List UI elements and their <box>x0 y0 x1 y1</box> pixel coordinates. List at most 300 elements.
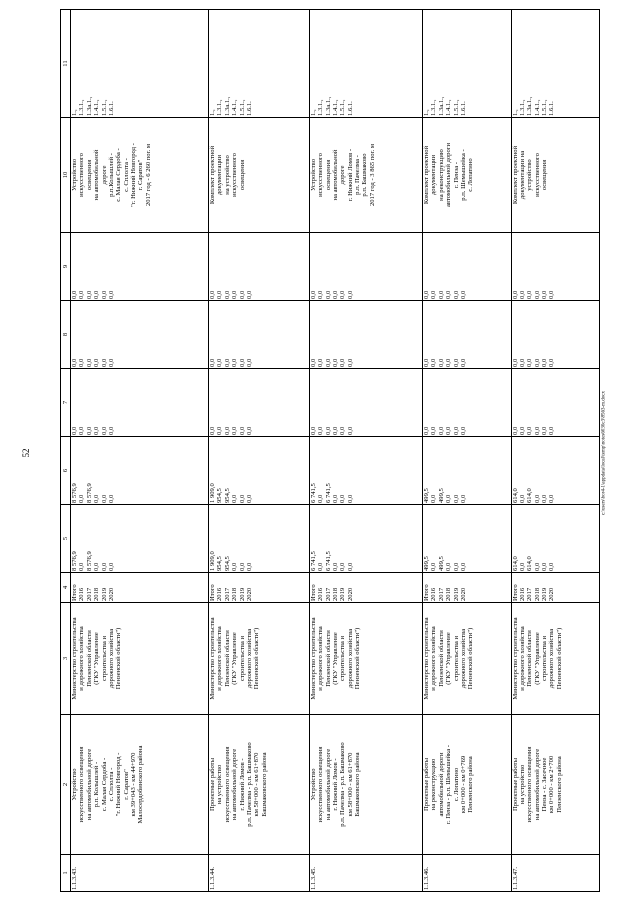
indicator-refs-line: 1.3а.1., <box>324 96 332 116</box>
value-col6-line: 8 576,9 <box>85 483 93 503</box>
value-total-line: 0,0 <box>445 562 453 571</box>
row-number-cell: 1.1.3.46. <box>423 855 511 892</box>
measure-name-line: искусственного освещения <box>526 746 534 823</box>
year-list-line: 2018 <box>445 587 453 601</box>
value-total-line: 0,0 <box>346 562 354 571</box>
value-col7-cell <box>423 369 511 437</box>
value-col8-line: 0,0 <box>324 358 332 367</box>
table-rotator <box>60 10 600 892</box>
expected-result-line: документации на <box>518 150 526 200</box>
measure-name-cell <box>209 715 310 855</box>
value-col7-line: 0,0 <box>317 426 325 435</box>
value-col7-line: 0,0 <box>518 426 526 435</box>
year-list-cell <box>511 573 599 603</box>
value-col7-cell <box>309 369 422 437</box>
executor-line: (ГКУ "Управление <box>533 632 541 685</box>
value-total-line: 0,0 <box>331 562 339 571</box>
expected-result-line: 2017 год - 3 865 пог. м <box>368 143 376 207</box>
value-col7-line: 0,0 <box>100 426 108 435</box>
value-col7-line: 0,0 <box>107 426 115 435</box>
expected-result-line: дороге <box>339 165 347 185</box>
executor-line: Министерство строительства <box>309 617 317 700</box>
year-list-line: 2018 <box>331 587 339 601</box>
executor-line: Пензенской области <box>526 630 534 687</box>
value-col6-line: 6 741,5 <box>324 483 332 503</box>
value-col8-line: 0,0 <box>548 358 556 367</box>
expected-result-line: г. Нижний Ломов - <box>346 148 354 202</box>
value-col8-line: 0,0 <box>518 358 526 367</box>
expected-result-line: искусственного <box>317 153 325 197</box>
value-col7-line: 0,0 <box>238 426 246 435</box>
executor-line: (ГКУ "Управление <box>93 632 101 685</box>
executor-line: строительства и <box>238 635 246 682</box>
measure-name-line: на реконструкцию <box>430 758 438 811</box>
indicator-refs-line: 1.6.1. <box>107 101 115 116</box>
value-total-line: 954,5 <box>223 556 231 571</box>
value-col9-line: 0,0 <box>223 290 231 299</box>
value-col8-cell <box>309 301 422 369</box>
value-col8-line: 0,0 <box>231 358 239 367</box>
year-list-cell <box>423 573 511 603</box>
value-col8-line: 0,0 <box>78 358 86 367</box>
expected-result-line: освещения <box>238 159 246 191</box>
value-col8-line: 0,0 <box>107 358 115 367</box>
value-total-line: 0,0 <box>231 562 239 571</box>
indicator-refs-line: 1., <box>71 109 78 116</box>
value-total-line: 499,5 <box>437 556 445 571</box>
year-list-line: Итого <box>71 584 78 601</box>
expected-result-line: документации <box>216 154 224 196</box>
value-col9-line: 0,0 <box>324 290 332 299</box>
value-col7-line: 0,0 <box>511 426 519 435</box>
executor-line: Пензенской области <box>324 630 332 687</box>
expected-result-line: на устройство <box>223 155 231 195</box>
value-col8-cell <box>209 301 310 369</box>
header-cell: 9 <box>61 233 71 301</box>
value-total-line: 954,5 <box>216 556 224 571</box>
executor-line: дорожного хозяйства <box>107 628 115 689</box>
header-cell: 10 <box>61 118 71 233</box>
indicator-refs-line: 1.4.1., <box>533 99 541 116</box>
value-col8-line: 0,0 <box>317 358 325 367</box>
value-col9-line: 0,0 <box>339 290 347 299</box>
measure-name-line: Малосердобинского района <box>137 745 145 824</box>
header-cell: 7 <box>61 369 71 437</box>
value-col7-line: 0,0 <box>245 426 253 435</box>
executor-cell <box>423 603 511 715</box>
executor-line: Пензенской области") <box>467 627 475 690</box>
file-path-footer: c:\users\bor4-1\appdata\local\temp\notes6030c3\8563-m.docx <box>601 391 607 515</box>
value-col9-line: 0,0 <box>518 290 526 299</box>
expected-result-line: р.п. Башмаково <box>361 153 369 197</box>
value-col6-line: 0,0 <box>459 494 467 503</box>
measure-name-line: Пензенского района <box>555 756 563 813</box>
executor-line: Пензенской области") <box>115 627 123 690</box>
value-total-cell <box>309 505 422 573</box>
value-total-line: 614,0 <box>511 556 519 571</box>
table-row <box>209 10 310 892</box>
value-col8-line: 0,0 <box>459 358 467 367</box>
value-col8-line: 0,0 <box>445 358 453 367</box>
year-list-line: 2018 <box>93 587 101 601</box>
row-number-cell: 1.1.3.44. <box>209 855 310 892</box>
value-total-line: 1 909,0 <box>209 551 217 571</box>
value-col6-line: 0,0 <box>339 494 347 503</box>
value-col7-line: 0,0 <box>445 426 453 435</box>
executor-line: (ГКУ "Управление <box>445 632 453 685</box>
value-col8-line: 0,0 <box>511 358 519 367</box>
indicator-refs-line: 1., <box>511 109 519 116</box>
executor-line: дорожного хозяйства <box>548 628 556 689</box>
value-col6-line: 0,0 <box>331 494 339 503</box>
executor-line: Пензенской области <box>223 630 231 687</box>
year-list-line: Итого <box>423 584 431 601</box>
value-total-line: 0,0 <box>93 562 101 571</box>
executor-line: дорожного хозяйства <box>459 628 467 689</box>
indicator-refs-line: 1.3а.1., <box>526 96 534 116</box>
expected-result-line: Комплект проектной <box>511 145 519 205</box>
value-col6-line: 0,0 <box>231 494 239 503</box>
value-col6-line: 0,0 <box>445 494 453 503</box>
measure-name-line: Проектные работы <box>511 758 519 811</box>
value-total-line: 0,0 <box>541 562 549 571</box>
value-total-line: 0,0 <box>317 562 325 571</box>
expected-result-line: р.п.Колышлей - <box>107 153 115 197</box>
year-list-cell <box>71 573 209 603</box>
measure-name-line: р.п. Пачелма - р.п. Башмаково <box>339 742 347 827</box>
value-col9-line: 0,0 <box>93 290 101 299</box>
value-col7-line: 0,0 <box>93 426 101 435</box>
table-body <box>61 10 600 892</box>
measure-name-cell <box>511 715 599 855</box>
value-col9-line: 0,0 <box>452 290 460 299</box>
indicator-refs-cell <box>209 10 310 118</box>
value-col9-line: 0,0 <box>100 290 108 299</box>
value-col7-line: 0,0 <box>452 426 460 435</box>
year-list-line: 2020 <box>548 587 556 601</box>
value-total-line: 0,0 <box>430 562 438 571</box>
executor-line: Министерство строительства <box>209 617 217 700</box>
indicator-refs-line: 1.6.1. <box>245 101 253 116</box>
executor-line: дорожного хозяйства <box>346 628 354 689</box>
value-col6-line: 0,0 <box>346 494 354 503</box>
year-list-cell <box>309 573 422 603</box>
year-list-line: 2019 <box>541 587 549 601</box>
value-col7-line: 0,0 <box>430 426 438 435</box>
indicator-refs-line: 1.6.1. <box>346 101 354 116</box>
measure-name-line: Пензенского района <box>467 756 475 813</box>
value-col6-cell <box>71 437 209 505</box>
executor-line: строительства и <box>100 635 108 682</box>
expected-result-line: Комплект проектной <box>209 145 217 205</box>
indicator-refs-cell <box>423 10 511 118</box>
indicator-refs-line: 1.6.1. <box>548 101 556 116</box>
year-list-line: 2020 <box>245 587 253 601</box>
value-col7-line: 0,0 <box>339 426 347 435</box>
measure-name-line: автомобильной дороги <box>437 752 445 817</box>
executor-line: дорожного хозяйства <box>245 628 253 689</box>
value-total-line: 0,0 <box>107 562 115 571</box>
table-row <box>511 10 599 892</box>
expected-result-line: 2017 год - 6 260 пог. м <box>144 143 152 207</box>
value-col6-line: 0,0 <box>548 494 556 503</box>
value-total-line: 8 576,9 <box>85 551 93 571</box>
value-col6-line: 0,0 <box>238 494 246 503</box>
executor-line: Министерство строительства <box>71 617 78 700</box>
indicator-refs-line: 1.3.1., <box>518 99 526 116</box>
value-col9-line: 0,0 <box>317 290 325 299</box>
indicator-refs-line: 1.4.1., <box>93 99 101 116</box>
header-cell: 11 <box>61 10 71 118</box>
header-cell: 4 <box>61 573 71 603</box>
measure-name-line: на устройство <box>216 764 224 805</box>
value-col9-line: 0,0 <box>71 290 78 299</box>
row-number-cell: 1.1.3.43. <box>71 855 209 892</box>
value-total-line: 0,0 <box>459 562 467 571</box>
value-total-line: 614,0 <box>526 556 534 571</box>
value-total-line: 6 741,5 <box>324 551 332 571</box>
value-col8-line: 0,0 <box>423 358 431 367</box>
executor-line: Пензенской области") <box>253 627 261 690</box>
value-col6-line: 0,0 <box>430 494 438 503</box>
measure-name-line: г. Пенза - р.п. Шемышейка - <box>445 745 453 824</box>
expected-result-line: "г. Нижний Новгород - <box>130 143 137 207</box>
value-total-line: 0,0 <box>452 562 460 571</box>
indicator-refs-line: 1.3а.1., <box>85 96 93 116</box>
expected-result-line: на автомобильной <box>93 149 101 201</box>
executor-line: и дорожного хозяйства <box>216 626 224 691</box>
value-col8-line: 0,0 <box>437 358 445 367</box>
value-total-line: 0,0 <box>533 562 541 571</box>
value-col9-line: 0,0 <box>216 290 224 299</box>
value-col6-line: 8 576,9 <box>71 483 78 503</box>
value-col7-line: 0,0 <box>85 426 93 435</box>
value-col9-line: 0,0 <box>85 290 93 299</box>
page-number: 52 <box>21 448 31 458</box>
value-col8-line: 0,0 <box>430 358 438 367</box>
measure-name-cell <box>423 715 511 855</box>
expected-result-cell <box>71 118 209 233</box>
value-col8-line: 0,0 <box>541 358 549 367</box>
executor-line: Пензенской области") <box>354 627 362 690</box>
value-col8-cell <box>511 301 599 369</box>
measure-name-line: км 58+000 - км 61+870 <box>346 752 354 817</box>
executor-line: Пензенской области") <box>555 627 563 690</box>
value-col9-line: 0,0 <box>548 290 556 299</box>
value-col8-cell <box>71 301 209 369</box>
executor-line: Министерство строительства <box>423 617 431 700</box>
expected-result-line: освещения <box>324 159 332 191</box>
value-col7-line: 0,0 <box>541 426 549 435</box>
value-col8-line: 0,0 <box>93 358 101 367</box>
value-col6-line: 614,0 <box>511 488 519 503</box>
executor-line: строительства и <box>452 635 460 682</box>
indicator-refs-cell <box>309 10 422 118</box>
value-col8-line: 0,0 <box>526 358 534 367</box>
measure-name-line: с. Лопатино <box>452 767 460 802</box>
value-col6-line: 954,5 <box>223 488 231 503</box>
year-list-line: Итого <box>309 584 317 601</box>
value-col6-line: 499,5 <box>423 488 431 503</box>
measure-name-line: р.п. Пачелма - р.п. Башмаково <box>245 742 253 827</box>
expected-result-line: искусственного <box>231 153 239 197</box>
year-list-line: 2017 <box>223 587 231 601</box>
value-col8-cell <box>423 301 511 369</box>
year-list-line: 2016 <box>430 587 438 601</box>
year-list-line: 2018 <box>231 587 239 601</box>
value-col8-line: 0,0 <box>209 358 217 367</box>
value-col8-line: 0,0 <box>452 358 460 367</box>
expected-result-line: освещения <box>541 159 549 191</box>
value-col9-line: 0,0 <box>511 290 519 299</box>
value-col9-cell <box>511 233 599 301</box>
indicator-refs-line: 1.3.1., <box>317 99 325 116</box>
value-col7-line: 0,0 <box>533 426 541 435</box>
value-col9-line: 0,0 <box>533 290 541 299</box>
expected-result-line: Устройство <box>309 158 317 192</box>
header-row <box>61 10 71 892</box>
expected-result-line: автомобильной дороги <box>445 143 453 207</box>
indicator-refs-line: 1.5.1., <box>339 99 347 116</box>
expected-result-line: на автомобильной <box>331 149 339 201</box>
executor-line: и дорожного хозяйства <box>317 626 325 691</box>
measure-name-line: Пенза - с. Засечное <box>541 757 549 812</box>
header-cell: 3 <box>61 603 71 715</box>
expected-result-line: документации <box>430 154 438 196</box>
value-col6-line: 0,0 <box>533 494 541 503</box>
table-row <box>423 10 511 892</box>
row-number-cell: 1.1.3.45. <box>309 855 422 892</box>
value-col8-line: 0,0 <box>533 358 541 367</box>
value-col8-line: 0,0 <box>100 358 108 367</box>
measure-name-line: на автомобильной дороге <box>324 748 332 821</box>
rotated-table-area <box>60 10 600 892</box>
header-cell: 6 <box>61 437 71 505</box>
year-list-line: 2017 <box>437 587 445 601</box>
year-list-line: 2016 <box>78 587 86 601</box>
expected-result-line: искусственного <box>78 153 86 197</box>
value-col7-line: 0,0 <box>331 426 339 435</box>
value-col9-line: 0,0 <box>309 290 317 299</box>
measure-name-line: "г. Нижний Новгород - <box>115 752 123 817</box>
measure-name-line: на устройство <box>518 764 526 805</box>
value-col7-line: 0,0 <box>231 426 239 435</box>
indicator-refs-line: 1., <box>209 109 217 116</box>
year-list-line: 2019 <box>238 587 246 601</box>
executor-line: строительства и <box>541 635 549 682</box>
measure-name-line: км 0+000 - км 0+769 <box>459 755 467 814</box>
value-total-line: 0,0 <box>238 562 246 571</box>
value-total-line: 0,0 <box>245 562 253 571</box>
value-col9-cell <box>309 233 422 301</box>
value-total-line: 0,0 <box>78 562 86 571</box>
indicator-refs-line: 1.4.1., <box>445 99 453 116</box>
expected-result-line: р.п. Пачелма - <box>354 155 362 195</box>
value-col7-line: 0,0 <box>216 426 224 435</box>
indicator-refs-line: 1.4.1., <box>231 99 239 116</box>
value-col9-line: 0,0 <box>245 290 253 299</box>
expected-result-line: с. Лопатино <box>467 158 475 192</box>
value-total-line: 0,0 <box>548 562 556 571</box>
value-col8-line: 0,0 <box>216 358 224 367</box>
expected-result-cell <box>511 118 599 233</box>
value-col6-line: 954,5 <box>216 488 224 503</box>
value-col6-line: 0,0 <box>78 494 86 503</box>
expected-result-line: искусственного <box>533 153 541 197</box>
value-col9-line: 0,0 <box>437 290 445 299</box>
executor-line: и дорожного хозяйства <box>518 626 526 691</box>
measure-name-line: искусственного освещения <box>317 746 325 823</box>
executor-line: Министерство строительства <box>511 617 519 700</box>
indicator-refs-line: 1.5.1., <box>452 99 460 116</box>
table-row <box>71 10 209 892</box>
measure-name-line: Башмаковского района <box>354 752 362 817</box>
year-list-line: Итого <box>209 584 217 601</box>
value-col9-cell <box>209 233 310 301</box>
measure-name-line: г. Саратов" <box>122 769 130 800</box>
value-col9-line: 0,0 <box>238 290 246 299</box>
value-col7-cell <box>71 369 209 437</box>
header-cell: 2 <box>61 715 71 855</box>
measure-name-line: г. Нижний Ломов - <box>331 758 339 811</box>
value-col6-line: 0,0 <box>245 494 253 503</box>
indicator-refs-line: 1.3.1., <box>430 99 438 116</box>
value-col9-cell <box>423 233 511 301</box>
indicator-refs-line: 1.3а.1., <box>437 96 445 116</box>
year-list-line: 2019 <box>452 587 460 601</box>
value-col7-line: 0,0 <box>548 426 556 435</box>
executor-cell <box>209 603 310 715</box>
measure-name-line: р.п. Колышлей - <box>93 761 101 808</box>
measure-name-line: искусственного освещения <box>78 746 86 823</box>
year-list-line: 2017 <box>324 587 332 601</box>
value-col7-cell <box>209 369 310 437</box>
measure-name-line: Проектные работы <box>209 758 217 811</box>
indicator-refs-line: 1.3а.1., <box>223 96 231 116</box>
value-col8-line: 0,0 <box>309 358 317 367</box>
expected-result-cell <box>423 118 511 233</box>
year-list-line: 2017 <box>526 587 534 601</box>
year-list-cell <box>209 573 310 603</box>
program-table <box>60 9 600 892</box>
value-col7-cell <box>511 369 599 437</box>
value-col6-line: 6 741,5 <box>309 483 317 503</box>
value-col7-line: 0,0 <box>324 426 332 435</box>
value-total-line: 0,0 <box>100 562 108 571</box>
indicator-refs-cell <box>71 10 209 118</box>
indicator-refs-line: 1., <box>423 109 431 116</box>
year-list-line: Итого <box>511 584 519 601</box>
indicator-refs-line: 1.5.1., <box>100 99 108 116</box>
expected-result-line: р.п. Шемышейка - <box>459 149 467 201</box>
measure-name-line: Проектные работы <box>423 758 431 811</box>
value-col6-line: 1 909,0 <box>209 483 217 503</box>
executor-line: и дорожного хозяйства <box>430 626 438 691</box>
year-list-line: 2018 <box>533 587 541 601</box>
measure-name-line: км 58+000 - км 61+870 <box>253 752 261 817</box>
value-col9-cell <box>71 233 209 301</box>
expected-result-line: Комплект проектной <box>423 145 431 205</box>
value-col6-cell <box>511 437 599 505</box>
executor-line: Пензенской области <box>85 630 93 687</box>
value-total-line: 8 576,9 <box>71 551 78 571</box>
value-col9-line: 0,0 <box>346 290 354 299</box>
executor-line: (ГКУ "Управление <box>331 632 339 685</box>
value-col8-line: 0,0 <box>346 358 354 367</box>
header-cell: 5 <box>61 505 71 573</box>
value-total-line: 6 741,5 <box>309 551 317 571</box>
row-number-cell: 1.1.3.47. <box>511 855 599 892</box>
